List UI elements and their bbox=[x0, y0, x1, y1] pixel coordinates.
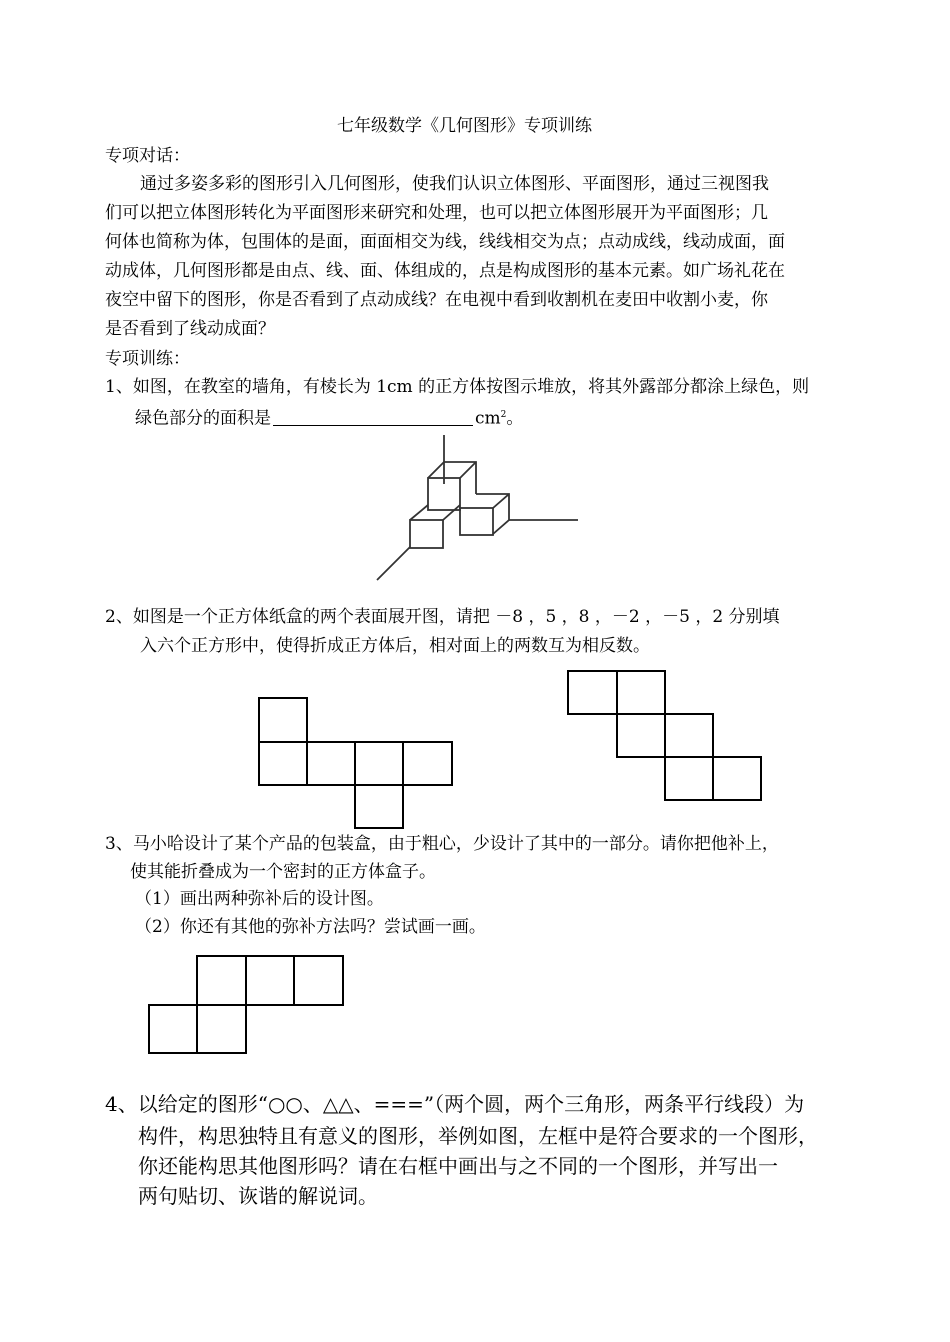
dialogue-heading: 专项对话： bbox=[105, 146, 190, 166]
q1-prefix: 绿色部分的面积是 bbox=[135, 408, 271, 429]
q3-sub1: （1）画出两种弥补后的设计图。 bbox=[135, 889, 384, 909]
training-heading: 专项训练： bbox=[105, 349, 190, 369]
q4-line2: 构件，构思独特且有意义的图形，举例如图，左框中是符合要求的一个图形， bbox=[138, 1124, 818, 1148]
dialogue-line: 夜空中留下的图形，你是否看到了点动成线？在电视中看到收割机在麦田中收割小麦，你 bbox=[105, 290, 768, 310]
q1-line1: 1、如图，在教室的墙角，有棱长为 1cm 的正方体按图示堆放，将其外露部分都涂上绿色，则 bbox=[105, 377, 810, 397]
net-square bbox=[294, 956, 343, 1005]
dialogue-line: 何体也简称为体，包围体的是面，面面相交为线，线线相交为点；点动成线，线动成面，面 bbox=[105, 232, 785, 252]
left-cube-back bbox=[410, 505, 428, 520]
q1-cube-stack-figure bbox=[377, 435, 578, 580]
net-square bbox=[259, 742, 307, 785]
net-square bbox=[197, 956, 246, 1005]
net-square bbox=[617, 714, 665, 757]
q2-net-left bbox=[259, 698, 452, 828]
q4-line1: 4、以给定的图形“○○、△△、===”（两个圆，两个三角形，两条平行线段）为 bbox=[105, 1092, 805, 1116]
q1-unit-sup: 2 bbox=[500, 410, 507, 420]
q2-net-right bbox=[568, 671, 761, 800]
page-title: 七年级数学《几何图形》专项训练 bbox=[337, 116, 592, 136]
net-square bbox=[665, 714, 713, 757]
dialogue-line: 们可以把立体图形转化为平面图形来研究和处理，也可以把立体图形展开为平面图形；几 bbox=[105, 203, 768, 223]
q3-incomplete-net bbox=[149, 956, 343, 1053]
q1-suffix: 。 bbox=[506, 408, 524, 429]
q3-line2: 使其能折叠成为一个密封的正方体盒子。 bbox=[130, 862, 436, 882]
dialogue-line: 动成体，几何图形都是由点、线、面、体组成的，点是构成图形的基本元素。如广场礼花在 bbox=[105, 261, 785, 281]
net-square bbox=[665, 757, 713, 800]
floor-diagonal-edge bbox=[377, 547, 410, 580]
dialogue-line: 通过多姿多彩的图形引入几何图形，使我们认识立体图形、平面图形，通过三视图我 bbox=[140, 174, 769, 194]
q2-line1: 2、如图是一个正方体纸盒的两个表面展开图，请把 －8 ，5 ，8 ，－2 ，－5 ，2 分别填 bbox=[105, 607, 780, 627]
net-square bbox=[568, 671, 617, 714]
q3-line1: 3、马小哈设计了某个产品的包装盒，由于粗心，少设计了其中的一部分。请你把他补上， bbox=[105, 834, 779, 854]
net-square bbox=[149, 1005, 197, 1053]
net-square bbox=[259, 698, 307, 742]
net-square bbox=[355, 742, 403, 785]
net-square bbox=[246, 956, 294, 1005]
dialogue-line: 是否看到了线动成面？ bbox=[105, 319, 275, 339]
right-cube-front bbox=[460, 508, 493, 535]
net-square bbox=[403, 742, 452, 785]
net-square bbox=[713, 757, 761, 800]
net-square bbox=[355, 785, 403, 828]
net-square bbox=[617, 671, 665, 714]
q1-unit: cm bbox=[475, 408, 501, 429]
q4-line3: 你还能构思其他图形吗？请在右框中画出与之不同的一个图形，并写出一 bbox=[138, 1154, 778, 1178]
left-cube-front bbox=[410, 520, 443, 548]
q3-sub2: （2）你还有其他的弥补方法吗？尝试画一画。 bbox=[135, 917, 486, 937]
q4-line4: 两句贴切、诙谐的解说词。 bbox=[138, 1184, 378, 1208]
net-square bbox=[307, 742, 355, 785]
q2-line2: 入六个正方形中，使得折成正方体后，相对面上的两数互为相反数。 bbox=[140, 636, 650, 656]
net-square bbox=[197, 1005, 246, 1053]
